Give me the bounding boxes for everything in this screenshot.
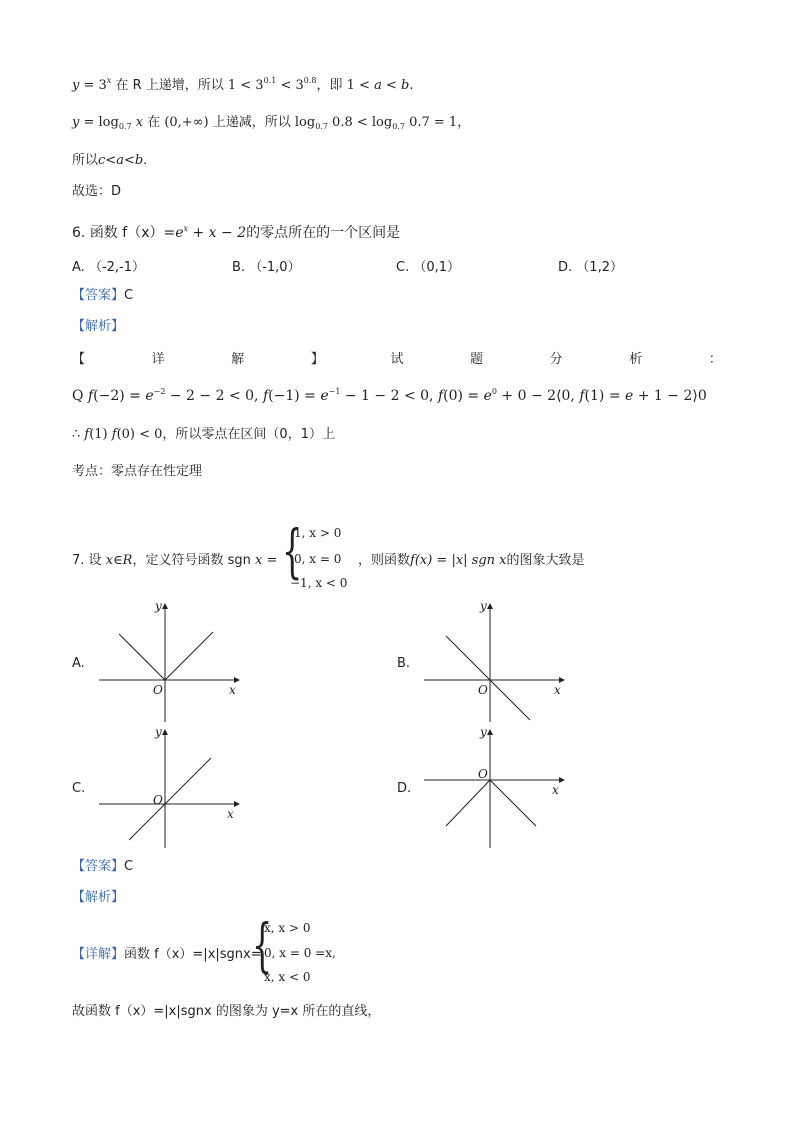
solution-line-3: 所以c<a<b.	[72, 153, 148, 168]
graph-b	[420, 598, 570, 726]
graph-d-curve	[446, 780, 536, 826]
origin-label: O	[478, 767, 488, 781]
origin-label: O	[478, 683, 488, 697]
q6-answer: 【答案】C	[72, 288, 134, 303]
x-label: x	[554, 683, 561, 697]
q7-detail-case-3: x, x < 0	[264, 970, 311, 984]
q6-working: Q $f(-2) = e^{-2} - 2 - 2 < 0$, $f(-1) = e^{-1} - 1 - 2 < 0$, $f(0) = e^0 + 0$ − 2⟨0, f(1) = e + 1 − 2⟩0	[72, 387, 707, 404]
q6-option-c: C. （0,1）	[396, 260, 461, 275]
graph-b-label: B.	[397, 656, 411, 671]
question-7-stem: 7. 设 x∈R，定义符号函数 sgn x =	[72, 553, 278, 568]
y-label: y	[155, 599, 162, 613]
graph-b-curve	[446, 636, 530, 720]
solution-line-2: $y = \log_{0.7} x$ 在 (0,+∞) 上递减，所以 $\log_{0.7} 0.8 < \log_{0.7} 0.7 = 1$，	[72, 115, 471, 131]
q7-detail-case-2: 0, x = 0 =x,	[264, 946, 336, 960]
graph-a	[95, 598, 245, 726]
q7-conclusion: 故函数 f（x）=|x|sgnx 的图象为 y=x 所在的直线，	[72, 1004, 381, 1019]
q7-case-2: 0, x = 0	[294, 552, 342, 566]
q7-detail: 【详解】函数 f（x）=|x|sgnx=	[72, 947, 262, 962]
x-label: x	[227, 807, 234, 821]
x-label: x	[229, 683, 236, 697]
question-6-stem: 6. 函数 $f(x)=e^x + x - 2$的零点所在的一个区间是	[72, 224, 401, 241]
q7-case-1: 1, x > 0	[294, 526, 342, 540]
graph-c	[95, 724, 245, 852]
y-label: y	[480, 599, 487, 613]
graph-c-label: C.	[72, 781, 86, 796]
y-label: y	[155, 725, 162, 739]
x-label: x	[552, 783, 559, 797]
q7-case-3: −1, x < 0	[290, 576, 348, 590]
origin-label: O	[153, 683, 163, 697]
q7-detail-brace: {	[252, 911, 273, 979]
q6-option-d: D. （1,2）	[558, 260, 623, 275]
solution-line-1: $y = 3^x$ 在 R 上递增，所以 $1 < 3^{0.1} < 3^{0.8}$，即 1 < a < b.	[72, 76, 414, 93]
q7-detail-case-1: x, x > 0	[264, 921, 311, 935]
q7-brace: {	[282, 517, 303, 585]
q6-therefore: ∴ f(1) f(0) < 0，所以零点在区间（0，1）上	[72, 427, 335, 442]
graph-a-label: A.	[72, 656, 85, 671]
q7-stem-tail: ，则函数f(x) = |x| sgn x的图象大致是	[358, 553, 585, 568]
y-label: y	[480, 725, 487, 739]
origin-label: O	[153, 793, 163, 807]
graph-a-curve	[119, 632, 213, 680]
choice-line: 故选：D	[72, 184, 122, 199]
graph-d-label: D.	[397, 781, 412, 796]
q7-analysis-tag: 【解析】	[72, 890, 125, 905]
q7-answer: 【答案】C	[72, 859, 134, 874]
q6-option-a: A. （-2,-1）	[72, 260, 145, 275]
q6-option-b: B. （-1,0）	[232, 260, 301, 275]
q6-kaodian: 考点：零点存在性定理	[72, 464, 203, 479]
q6-analysis-tag: 【解析】	[72, 319, 125, 334]
q6-detail-heading: 【 详 解 】 试 题 分 析 ：	[72, 352, 722, 367]
q6-expression: $e^x + x - 2$	[175, 224, 247, 241]
graph-d	[420, 724, 570, 852]
graph-c-curve	[129, 758, 211, 840]
